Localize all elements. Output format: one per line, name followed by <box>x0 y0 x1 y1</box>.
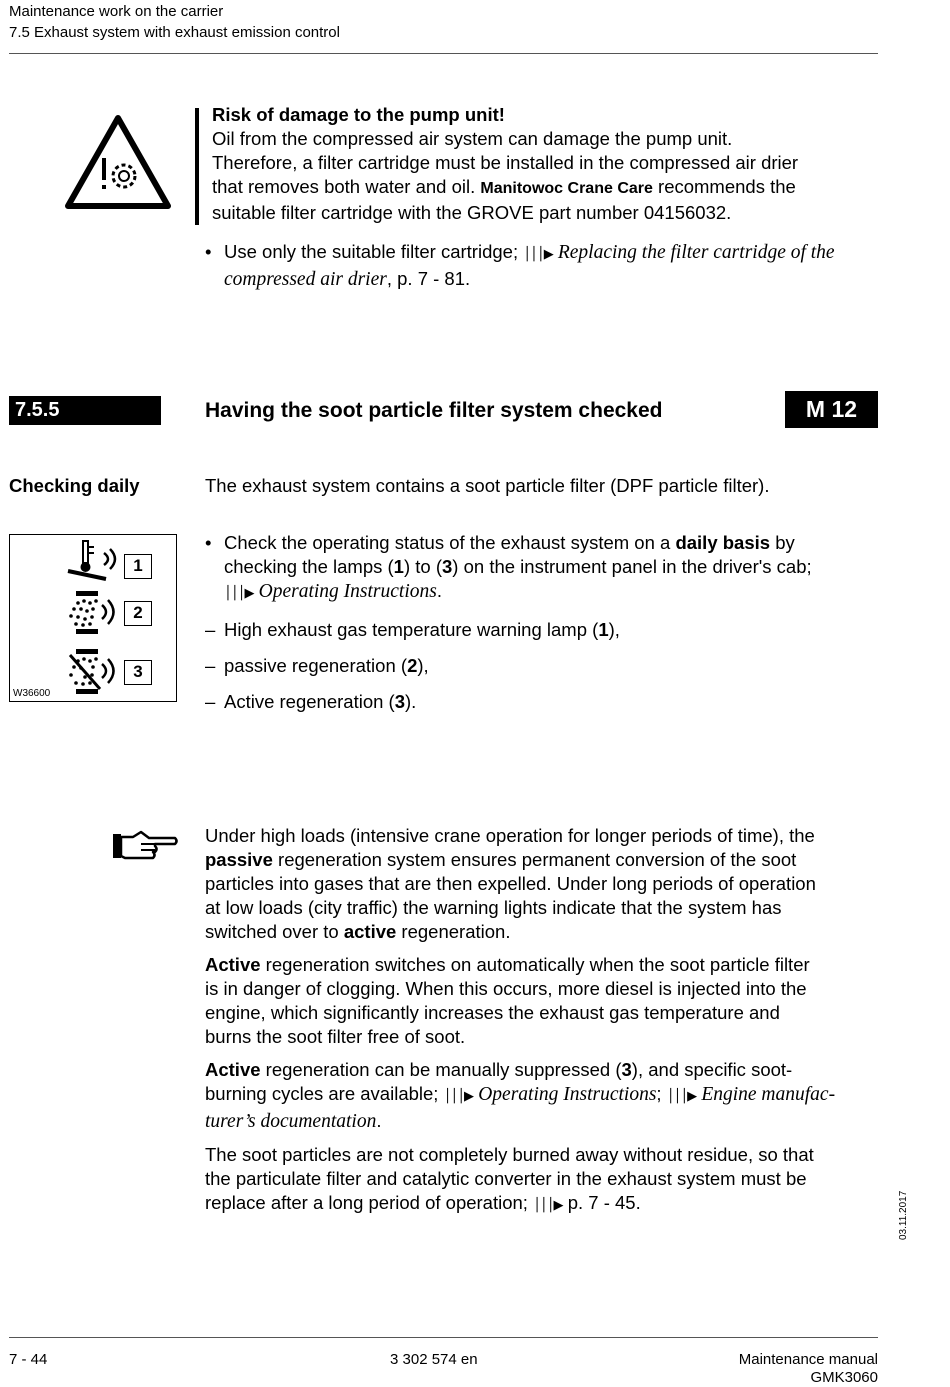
list-item: – High exhaust gas temperature warning lamp (1), <box>205 619 620 640</box>
dash-marker: – <box>205 691 216 712</box>
note-paragraph: Active regeneration can be manually suppressed (3), and specific soot- burning cycles are available; │││▶ Operating Instructions; │││▶ Engine manufac- turer’s documentation. <box>205 1059 836 1132</box>
pointing-hand-icon <box>111 828 179 864</box>
warning-line: Therefore, a filter cartridge must be installed in the compressed air drier <box>212 152 799 173</box>
note-block <box>205 824 895 1218</box>
warning-block <box>212 103 882 225</box>
warning-title: Risk of damage to the pump unit! <box>212 104 505 125</box>
manual-title: Maintenance manual <box>738 1351 878 1368</box>
header-chapter: Maintenance work on the carrier <box>9 3 224 20</box>
reference-arrow-icon: │││▶ <box>443 1089 474 1104</box>
note-paragraph: Under high loads (intensive crane operation for longer periods of time), the passive regeneration system ensures permanent conversion of the soot particles into gases that are then expelled. Under long periods of operation at low loads (city traffic) the warning lights indicate that the system has switched over to active regeneration. <box>205 825 816 942</box>
cross-reference-link[interactable]: Operating Instructions <box>478 1084 657 1105</box>
header-rule <box>9 53 878 54</box>
dash-marker: – <box>205 655 216 676</box>
cross-reference-link[interactable]: Replacing the filter cartridge of the <box>557 242 835 263</box>
crane-model: GMK3060 <box>810 1369 878 1386</box>
lamp-number-3: 3 <box>124 660 152 685</box>
header-section: 7.5 Exhaust system with exhaust emission control <box>9 24 340 41</box>
warning-bullet: • Use only the suitable filter cartridge; │││▶ Replacing the filter cartridge of the compressed air drier, p. 7 - 81. <box>205 241 835 290</box>
page-number: 7 - 44 <box>9 1351 48 1368</box>
cross-reference-link[interactable]: compressed air drier <box>224 269 387 290</box>
side-heading: Checking daily <box>9 475 140 496</box>
active-regeneration-lamp-icon <box>66 647 126 697</box>
passive-regeneration-lamp-icon <box>66 589 126 637</box>
list-item: – passive regeneration (2), <box>205 655 429 676</box>
note-paragraph: The soot particles are not completely burned away without residue, so that the particulate filter and catalytic converter in the exhaust system must be replace after a long period of operation; │││▶ p. 7 - 45. <box>205 1144 814 1213</box>
reference-arrow-icon: │││▶ <box>533 1198 563 1213</box>
warning-line: that removes both water and oil. Manitowoc Crane Care recommends the <box>212 176 796 197</box>
dash-marker: – <box>205 619 216 640</box>
lamp-figure <box>9 534 177 702</box>
cross-reference-link[interactable]: turer’s documentation <box>205 1111 377 1132</box>
warning-line: Oil from the compressed air system can damage the pump unit. <box>212 128 733 149</box>
reference-arrow-icon: │││▶ <box>666 1089 697 1104</box>
intro-text: The exhaust system contains a soot particle filter (DPF particle filter). <box>205 475 770 496</box>
document-number: 3 302 574 en <box>390 1351 478 1368</box>
lamp-number-2: 2 <box>124 601 152 626</box>
note-paragraph: Active regeneration switches on automatically when the soot particle filter is in danger of clogging. When this occurs, more diesel is injected into the engine, which significantly increases the exhaust gas temperature and burns the soot filter free of soot. <box>205 954 810 1047</box>
footer-rule <box>9 1337 878 1338</box>
check-list <box>205 531 885 714</box>
maintenance-interval-badge: M 12 <box>785 391 878 428</box>
reference-arrow-icon: │││▶ <box>224 586 254 601</box>
exhaust-temperature-lamp-icon <box>66 539 126 583</box>
bullet-dot: • <box>205 532 212 553</box>
section-title: Having the soot particle filter system checked <box>205 399 663 422</box>
section-number: 7.5.5 <box>9 396 161 425</box>
warning-line: suitable filter cartridge with the GROVE part number 04156032. <box>212 202 732 223</box>
brand-name: Manitowoc Crane Care <box>480 180 653 197</box>
warning-triangle-icon <box>62 112 174 212</box>
bullet-dot: • <box>205 241 212 262</box>
list-item: – Active regeneration (3). <box>205 691 417 712</box>
warning-bar <box>195 108 199 225</box>
cross-reference-link[interactable]: Engine manufac- <box>701 1084 836 1105</box>
lamp-number-1: 1 <box>124 554 152 579</box>
figure-code: W36600 <box>13 688 51 699</box>
page-reference-link[interactable]: p. 7 - 45. <box>567 1192 641 1213</box>
reference-arrow-icon: │││▶ <box>523 247 553 262</box>
cross-reference-link[interactable]: Operating Instructions <box>258 581 437 602</box>
revision-date: 03.11.2017 <box>898 1190 909 1240</box>
list-item: • Check the operating status of the exhaust system on a daily basis by checking the lamps (1) to (3) on the instrument panel in the driver's cab; │││▶ Operating Instructions. <box>205 532 812 602</box>
